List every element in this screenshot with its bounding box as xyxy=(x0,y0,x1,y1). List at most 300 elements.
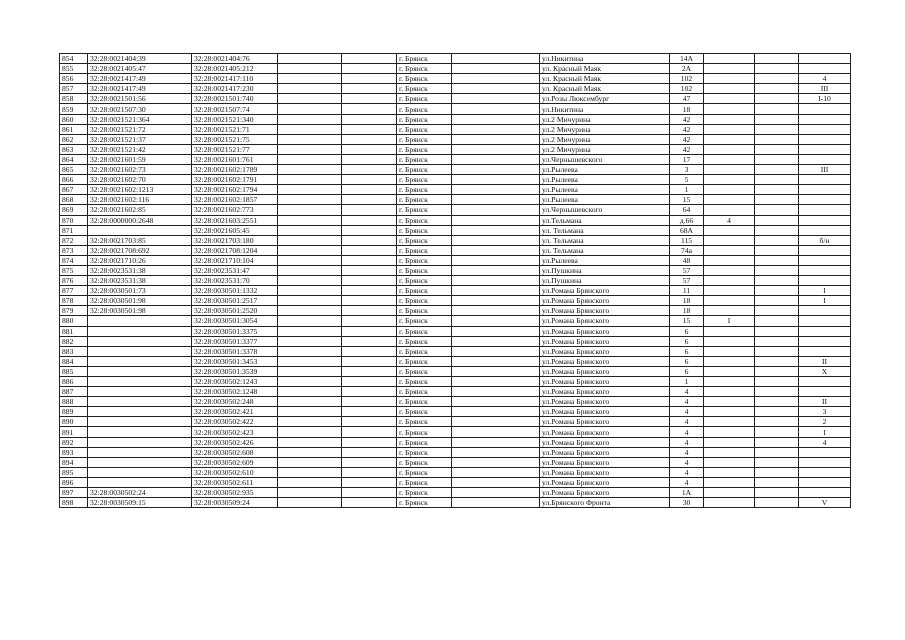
cell-city: г. Брянск xyxy=(397,366,452,376)
cell-extra-col xyxy=(704,346,755,356)
cell-city: г. Брянск xyxy=(397,124,452,134)
cell-house-number: 1 xyxy=(670,377,704,387)
cell-extra-col xyxy=(704,175,755,185)
cell-blank-col-4 xyxy=(755,356,799,366)
cell-parcel-cadastral-number: 32:28:0021602:73 xyxy=(88,165,192,175)
cell-extra-col xyxy=(704,306,755,316)
cell-city: г. Брянск xyxy=(397,205,452,215)
cell-premises-number xyxy=(799,477,851,487)
cell-blank-col-1 xyxy=(278,387,342,397)
cell-city: г. Брянск xyxy=(397,407,452,417)
table-row xyxy=(60,165,851,175)
cell-parcel-cadastral-number: 32:28:0021521:72 xyxy=(88,124,192,134)
cell-row-number: 864 xyxy=(60,154,88,164)
cell-city: г. Брянск xyxy=(397,255,452,265)
cell-extra-col xyxy=(704,407,755,417)
cell-house-number: 6 xyxy=(670,366,704,376)
cell-building-cadastral-number: 32:28:0030501:3539 xyxy=(192,366,278,376)
cell-blank-col-3 xyxy=(452,477,540,487)
cell-parcel-cadastral-number xyxy=(88,377,192,387)
cell-house-number: 2А xyxy=(670,64,704,74)
cell-extra-col xyxy=(704,124,755,134)
cell-extra-col: 4 xyxy=(704,215,755,225)
cell-blank-col-3 xyxy=(452,306,540,316)
cell-blank-col-2 xyxy=(342,134,397,144)
cell-building-cadastral-number: 32:28:0030502:608 xyxy=(192,447,278,457)
cell-row-number: 888 xyxy=(60,397,88,407)
cell-parcel-cadastral-number xyxy=(88,387,192,397)
cell-blank-col-1 xyxy=(278,114,342,124)
cell-parcel-cadastral-number xyxy=(88,336,192,346)
cell-row-number: 866 xyxy=(60,175,88,185)
cell-extra-col xyxy=(704,366,755,376)
table-row xyxy=(60,104,851,114)
cell-city: г. Брянск xyxy=(397,154,452,164)
cell-building-cadastral-number: 32:28:0021703:180 xyxy=(192,235,278,245)
table-row xyxy=(60,114,851,124)
cell-house-number: 15 xyxy=(670,195,704,205)
cell-street: ул.Пушкина xyxy=(540,276,670,286)
cell-street: ул.Рылеева xyxy=(540,175,670,185)
cell-house-number: 4 xyxy=(670,477,704,487)
cell-blank-col-2 xyxy=(342,407,397,417)
cell-building-cadastral-number: 32:28:0030502:248 xyxy=(192,397,278,407)
cell-building-cadastral-number: 32:28:0030502:1243 xyxy=(192,377,278,387)
cell-house-number: 18 xyxy=(670,296,704,306)
cell-city: г. Брянск xyxy=(397,215,452,225)
cell-blank-col-4 xyxy=(755,134,799,144)
cell-city: г. Брянск xyxy=(397,245,452,255)
cell-parcel-cadastral-number xyxy=(88,427,192,437)
cell-city: г. Брянск xyxy=(397,457,452,467)
cell-city: г. Брянск xyxy=(397,387,452,397)
cell-city: г. Брянск xyxy=(397,276,452,286)
cell-house-number: 102 xyxy=(670,74,704,84)
cell-blank-col-3 xyxy=(452,215,540,225)
cell-extra-col xyxy=(704,245,755,255)
cell-extra-col xyxy=(704,235,755,245)
cell-blank-col-2 xyxy=(342,336,397,346)
cell-row-number: 881 xyxy=(60,326,88,336)
cell-blank-col-3 xyxy=(452,417,540,427)
cell-street: ул.Романа Брянского xyxy=(540,336,670,346)
cell-premises-number xyxy=(799,64,851,74)
cell-house-number: 42 xyxy=(670,144,704,154)
cell-extra-col xyxy=(704,94,755,104)
cell-row-number: 897 xyxy=(60,488,88,498)
cell-blank-col-4 xyxy=(755,407,799,417)
cell-street: ул.2 Мичурина xyxy=(540,124,670,134)
cell-extra-col xyxy=(704,134,755,144)
cell-house-number: 15 xyxy=(670,316,704,326)
cell-parcel-cadastral-number xyxy=(88,467,192,477)
cell-city: г. Брянск xyxy=(397,377,452,387)
cell-blank-col-4 xyxy=(755,326,799,336)
cell-street: ул.Рылеева xyxy=(540,185,670,195)
cell-blank-col-3 xyxy=(452,265,540,275)
cell-premises-number xyxy=(799,185,851,195)
cell-blank-col-3 xyxy=(452,387,540,397)
cell-parcel-cadastral-number xyxy=(88,477,192,487)
cell-row-number: 876 xyxy=(60,276,88,286)
cell-extra-col xyxy=(704,54,755,64)
cell-street: ул.Романа Брянского xyxy=(540,447,670,457)
cell-building-cadastral-number: 32:28:0030502:609 xyxy=(192,457,278,467)
cell-extra-col xyxy=(704,185,755,195)
cell-blank-col-3 xyxy=(452,255,540,265)
cell-premises-number: V xyxy=(799,498,851,508)
cell-blank-col-2 xyxy=(342,185,397,195)
cell-blank-col-1 xyxy=(278,245,342,255)
cell-street: ул.Романа Брянского xyxy=(540,387,670,397)
cell-blank-col-4 xyxy=(755,366,799,376)
cell-parcel-cadastral-number xyxy=(88,356,192,366)
cell-parcel-cadastral-number: 32:28:0021417:49 xyxy=(88,84,192,94)
cell-blank-col-4 xyxy=(755,64,799,74)
cell-street: ул.Романа Брянского xyxy=(540,306,670,316)
cell-blank-col-1 xyxy=(278,185,342,195)
cell-building-cadastral-number: 32:28:0021521:71 xyxy=(192,124,278,134)
cell-building-cadastral-number: 32:28:0021405:212 xyxy=(192,64,278,74)
cell-premises-number: I xyxy=(799,286,851,296)
cell-blank-col-4 xyxy=(755,255,799,265)
cell-blank-col-2 xyxy=(342,387,397,397)
cell-blank-col-1 xyxy=(278,477,342,487)
cell-street: ул.Розы Люксембург xyxy=(540,94,670,104)
cell-city: г. Брянск xyxy=(397,114,452,124)
cell-extra-col xyxy=(704,437,755,447)
cell-blank-col-2 xyxy=(342,417,397,427)
cell-premises-number xyxy=(799,457,851,467)
cell-building-cadastral-number: 32:28:0021521:75 xyxy=(192,134,278,144)
cell-extra-col xyxy=(704,427,755,437)
cell-premises-number: I xyxy=(799,427,851,437)
cell-premises-number: III xyxy=(799,165,851,175)
cell-parcel-cadastral-number xyxy=(88,437,192,447)
cell-street: ул.Романа Брянского xyxy=(540,326,670,336)
cell-row-number: 878 xyxy=(60,296,88,306)
cell-blank-col-3 xyxy=(452,437,540,447)
cell-blank-col-3 xyxy=(452,165,540,175)
cell-extra-col xyxy=(704,114,755,124)
cell-house-number: 4 xyxy=(670,387,704,397)
cell-blank-col-4 xyxy=(755,74,799,84)
cell-blank-col-3 xyxy=(452,457,540,467)
cell-building-cadastral-number: 32:28:0021521:340 xyxy=(192,114,278,124)
cell-street: ул.Никитина xyxy=(540,54,670,64)
cell-extra-col xyxy=(704,296,755,306)
cell-blank-col-3 xyxy=(452,64,540,74)
cell-building-cadastral-number: 32:28:0030501:3378 xyxy=(192,346,278,356)
cell-premises-number xyxy=(799,255,851,265)
cell-house-number: 4 xyxy=(670,447,704,457)
cell-parcel-cadastral-number: 32:28:0021507:30 xyxy=(88,104,192,114)
cell-blank-col-2 xyxy=(342,397,397,407)
cell-blank-col-2 xyxy=(342,457,397,467)
cell-street: ул. Красный Маяк xyxy=(540,84,670,94)
cell-extra-col xyxy=(704,195,755,205)
cell-blank-col-4 xyxy=(755,165,799,175)
cell-extra-col xyxy=(704,104,755,114)
cell-blank-col-3 xyxy=(452,397,540,407)
table-row xyxy=(60,276,851,286)
cell-blank-col-4 xyxy=(755,346,799,356)
table-body xyxy=(60,54,851,508)
cell-parcel-cadastral-number xyxy=(88,326,192,336)
cell-row-number: 862 xyxy=(60,134,88,144)
cell-blank-col-4 xyxy=(755,225,799,235)
cell-building-cadastral-number: 32:28:0030501:2520 xyxy=(192,306,278,316)
cell-house-number: 48 xyxy=(670,255,704,265)
table-row xyxy=(60,74,851,84)
cell-building-cadastral-number: 32:28:0021708:1204 xyxy=(192,245,278,255)
cell-blank-col-3 xyxy=(452,276,540,286)
cell-parcel-cadastral-number: 32:28:0021602:1213 xyxy=(88,185,192,195)
cell-row-number: 879 xyxy=(60,306,88,316)
cell-blank-col-2 xyxy=(342,346,397,356)
cell-building-cadastral-number: 32:28:0021417:230 xyxy=(192,84,278,94)
cell-row-number: 872 xyxy=(60,235,88,245)
cell-house-number: 4 xyxy=(670,467,704,477)
cell-house-number: 6 xyxy=(670,326,704,336)
cell-house-number: 42 xyxy=(670,114,704,124)
cell-building-cadastral-number: 32:28:0021602:1789 xyxy=(192,165,278,175)
cell-street: ул.Никитина xyxy=(540,104,670,114)
cell-house-number: 115 xyxy=(670,235,704,245)
cell-blank-col-4 xyxy=(755,387,799,397)
cell-street: ул.Романа Брянского xyxy=(540,316,670,326)
table-row xyxy=(60,64,851,74)
cell-extra-col xyxy=(704,154,755,164)
cell-blank-col-2 xyxy=(342,276,397,286)
cell-parcel-cadastral-number: 32:28:0021521:37 xyxy=(88,134,192,144)
cell-city: г. Брянск xyxy=(397,134,452,144)
cell-building-cadastral-number: 32:28:0021404:76 xyxy=(192,54,278,64)
cell-parcel-cadastral-number: 32:28:0021710:26 xyxy=(88,255,192,265)
cell-blank-col-2 xyxy=(342,356,397,366)
cell-row-number: 885 xyxy=(60,366,88,376)
cell-blank-col-1 xyxy=(278,437,342,447)
cell-extra-col xyxy=(704,74,755,84)
cell-blank-col-4 xyxy=(755,467,799,477)
cell-blank-col-2 xyxy=(342,165,397,175)
cell-city: г. Брянск xyxy=(397,235,452,245)
cell-blank-col-2 xyxy=(342,488,397,498)
cell-street: ул.Романа Брянского xyxy=(540,377,670,387)
cell-parcel-cadastral-number xyxy=(88,447,192,457)
cell-blank-col-2 xyxy=(342,366,397,376)
cell-parcel-cadastral-number: 32:28:0021708:692 xyxy=(88,245,192,255)
cell-blank-col-1 xyxy=(278,366,342,376)
cell-row-number: 895 xyxy=(60,467,88,477)
cell-premises-number xyxy=(799,245,851,255)
cell-street: ул.Романа Брянского xyxy=(540,467,670,477)
cell-blank-col-3 xyxy=(452,467,540,477)
cell-premises-number: 4 xyxy=(799,437,851,447)
cell-blank-col-3 xyxy=(452,235,540,245)
cell-blank-col-3 xyxy=(452,447,540,457)
cell-blank-col-4 xyxy=(755,104,799,114)
cell-street: ул.Романа Брянского xyxy=(540,356,670,366)
cell-blank-col-2 xyxy=(342,306,397,316)
cell-blank-col-4 xyxy=(755,265,799,275)
table-row xyxy=(60,235,851,245)
cell-building-cadastral-number: 32:28:0021521:77 xyxy=(192,144,278,154)
cell-parcel-cadastral-number: 32:28:0021501:56 xyxy=(88,94,192,104)
cell-blank-col-3 xyxy=(452,114,540,124)
cell-building-cadastral-number: 32:28:0030502:935 xyxy=(192,488,278,498)
cell-blank-col-1 xyxy=(278,84,342,94)
cell-parcel-cadastral-number: 32:28:0021602:116 xyxy=(88,195,192,205)
table-row xyxy=(60,124,851,134)
cell-row-number: 871 xyxy=(60,225,88,235)
cell-building-cadastral-number: 32:28:0021507:74 xyxy=(192,104,278,114)
cell-blank-col-2 xyxy=(342,154,397,164)
cell-premises-number xyxy=(799,124,851,134)
cell-premises-number: 4 xyxy=(799,74,851,84)
cell-house-number: 1А xyxy=(670,488,704,498)
cell-blank-col-3 xyxy=(452,124,540,134)
cell-house-number: 18 xyxy=(670,306,704,316)
cell-blank-col-2 xyxy=(342,447,397,457)
cell-parcel-cadastral-number: 32:28:0030501:98 xyxy=(88,306,192,316)
cell-building-cadastral-number: 32:28:0030501:3453 xyxy=(192,356,278,366)
cell-blank-col-2 xyxy=(342,245,397,255)
cell-house-number: 47 xyxy=(670,94,704,104)
cell-blank-col-4 xyxy=(755,316,799,326)
cell-extra-col xyxy=(704,467,755,477)
cell-blank-col-4 xyxy=(755,94,799,104)
cell-extra-col xyxy=(704,255,755,265)
cell-blank-col-4 xyxy=(755,488,799,498)
cell-building-cadastral-number: 32:28:0021602:1794 xyxy=(192,185,278,195)
cell-building-cadastral-number: 32:28:0030502:423 xyxy=(192,427,278,437)
cell-row-number: 886 xyxy=(60,377,88,387)
cell-house-number: 18 xyxy=(670,104,704,114)
cell-city: г. Брянск xyxy=(397,397,452,407)
cell-row-number: 896 xyxy=(60,477,88,487)
cell-blank-col-2 xyxy=(342,104,397,114)
cell-extra-col xyxy=(704,387,755,397)
cell-premises-number xyxy=(799,316,851,326)
cell-extra-col xyxy=(704,144,755,154)
cell-blank-col-4 xyxy=(755,195,799,205)
cell-parcel-cadastral-number xyxy=(88,346,192,356)
cell-street: ул.Романа Брянского xyxy=(540,296,670,306)
cell-extra-col xyxy=(704,84,755,94)
cell-blank-col-1 xyxy=(278,215,342,225)
cell-premises-number: I-10 xyxy=(799,94,851,104)
cell-city: г. Брянск xyxy=(397,346,452,356)
cell-street: ул.Романа Брянского xyxy=(540,488,670,498)
table-row xyxy=(60,477,851,487)
cell-house-number: 42 xyxy=(670,124,704,134)
table-row xyxy=(60,286,851,296)
cell-extra-col xyxy=(704,356,755,366)
cell-building-cadastral-number: 32:28:0030501:3375 xyxy=(192,326,278,336)
cell-extra-col xyxy=(704,286,755,296)
cell-house-number: 4 xyxy=(670,397,704,407)
table-row xyxy=(60,255,851,265)
cell-street: ул.2 Мичурина xyxy=(540,144,670,154)
cell-blank-col-1 xyxy=(278,205,342,215)
table-row xyxy=(60,205,851,215)
table-row xyxy=(60,306,851,316)
cell-house-number: 64 xyxy=(670,205,704,215)
cell-city: г. Брянск xyxy=(397,74,452,84)
cell-blank-col-1 xyxy=(278,54,342,64)
cell-city: г. Брянск xyxy=(397,417,452,427)
cell-blank-col-2 xyxy=(342,255,397,265)
cell-city: г. Брянск xyxy=(397,195,452,205)
cell-street: ул.Чернышевского xyxy=(540,205,670,215)
cell-street: ул. Красный Маяк xyxy=(540,64,670,74)
cell-building-cadastral-number: 32:28:0023531:47 xyxy=(192,265,278,275)
cell-row-number: 890 xyxy=(60,417,88,427)
cell-premises-number xyxy=(799,144,851,154)
cell-blank-col-3 xyxy=(452,346,540,356)
cell-city: г. Брянск xyxy=(397,477,452,487)
cell-building-cadastral-number: 32:28:0023531:70 xyxy=(192,276,278,286)
cell-blank-col-1 xyxy=(278,225,342,235)
table-row xyxy=(60,316,851,326)
cell-row-number: 874 xyxy=(60,255,88,265)
cell-parcel-cadastral-number xyxy=(88,225,192,235)
cell-extra-col xyxy=(704,377,755,387)
cell-blank-col-4 xyxy=(755,175,799,185)
cell-building-cadastral-number: 32:28:0021417:110 xyxy=(192,74,278,84)
cell-blank-col-3 xyxy=(452,84,540,94)
cadastral-records-table xyxy=(59,53,851,508)
cell-parcel-cadastral-number: 32:28:0021404:39 xyxy=(88,54,192,64)
cell-city: г. Брянск xyxy=(397,265,452,275)
cell-city: г. Брянск xyxy=(397,306,452,316)
cell-premises-number xyxy=(799,265,851,275)
cell-house-number: 4 xyxy=(670,457,704,467)
table-row xyxy=(60,356,851,366)
table-row xyxy=(60,346,851,356)
table-row xyxy=(60,265,851,275)
cell-blank-col-3 xyxy=(452,54,540,64)
cell-blank-col-2 xyxy=(342,64,397,74)
cell-blank-col-2 xyxy=(342,326,397,336)
table-row xyxy=(60,245,851,255)
cell-blank-col-3 xyxy=(452,225,540,235)
cell-blank-col-2 xyxy=(342,205,397,215)
cell-blank-col-4 xyxy=(755,417,799,427)
table-row xyxy=(60,366,851,376)
cell-premises-number: 2 xyxy=(799,417,851,427)
cell-row-number: 891 xyxy=(60,427,88,437)
cell-extra-col xyxy=(704,225,755,235)
cell-blank-col-3 xyxy=(452,336,540,346)
cell-blank-col-4 xyxy=(755,336,799,346)
cell-premises-number xyxy=(799,175,851,185)
table-row xyxy=(60,326,851,336)
cell-building-cadastral-number: 32:28:0030502:422 xyxy=(192,417,278,427)
table-row xyxy=(60,54,851,64)
cell-city: г. Брянск xyxy=(397,54,452,64)
cell-house-number: 102 xyxy=(670,84,704,94)
cell-parcel-cadastral-number: 32:28:0023531:38 xyxy=(88,265,192,275)
table-row xyxy=(60,407,851,417)
cell-blank-col-1 xyxy=(278,235,342,245)
cell-parcel-cadastral-number: 32:28:0000000:2648 xyxy=(88,215,192,225)
cell-blank-col-2 xyxy=(342,74,397,84)
cell-city: г. Брянск xyxy=(397,185,452,195)
cell-blank-col-3 xyxy=(452,134,540,144)
cell-house-number: 6 xyxy=(670,336,704,346)
